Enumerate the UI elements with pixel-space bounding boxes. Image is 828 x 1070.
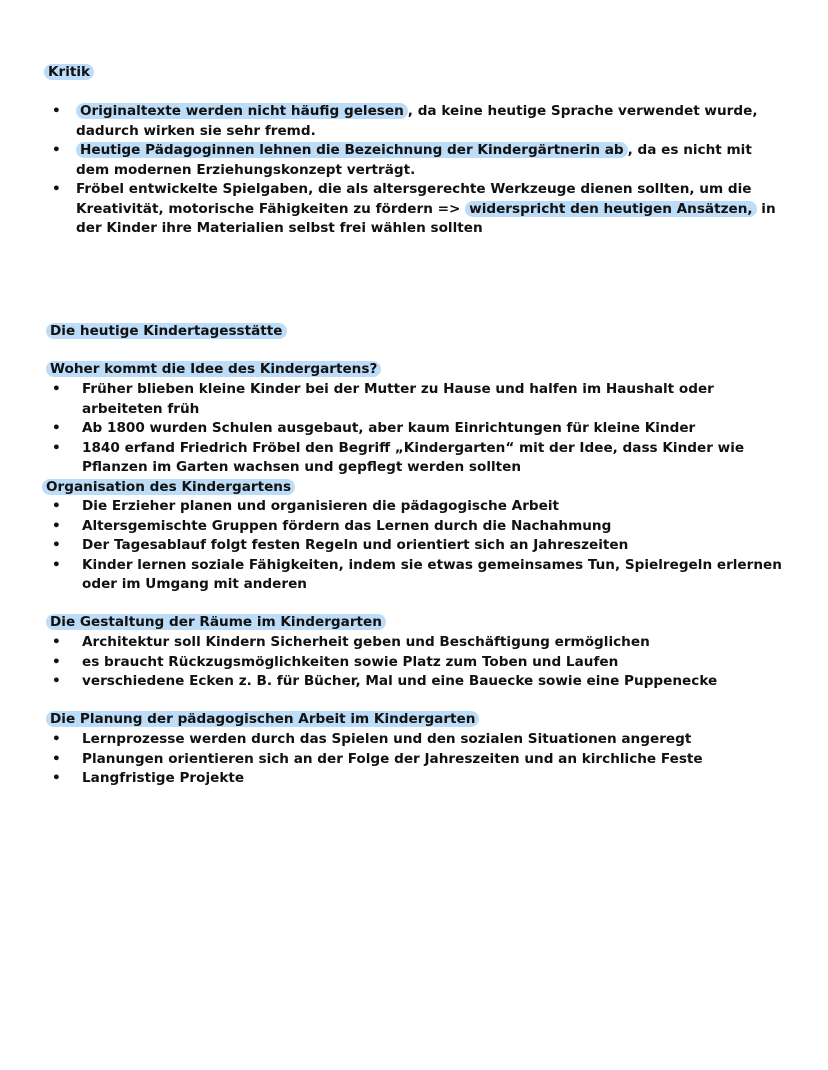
bullet-icon: • [52,770,61,786]
bullet-icon: • [52,103,61,119]
kita-heading [46,322,287,342]
item-text: Langfristige Projekte [82,770,245,786]
item-text: , da keine heutige Sprache verwendet wurde, dadurch wirken sie sehr fremd. [76,103,758,139]
item-text: 1840 erfand Friedrich Fröbel den Begriff „Kindergarten“ mit der Idee, dass Kinder wie Pflanzen im Garten wachsen und gepflegt werden sollten [82,439,745,475]
planung-heading [46,710,479,730]
bullet-icon: • [52,673,61,689]
item-text: es braucht Rückzugsmöglichkeiten sowie Platz zum Toben und Laufen [82,653,619,670]
item-text: Fröbel entwickelte Spielgaben, die als altersgerechte Werkzeuge dienen sollten, um die Kreativität, motorische Fähigkeiten zu fördern => [76,181,752,217]
bullet-icon: • [52,181,61,197]
bullet-icon: • [52,537,61,553]
bullet-icon: • [52,731,61,747]
highlighted-text: Heutige Pädagoginnen lehnen die Bezeichnung der Kindergärtnerin ab [76,142,628,158]
bullet-icon: • [52,517,61,534]
list-item [52,439,792,478]
idee-list [52,380,792,478]
item-text: Die Erzieher planen und organisieren die pädagogische Arbeit [82,498,560,514]
bullet-icon: • [52,653,61,670]
planung-title: Die Planung der pädagogischen Arbeit im Kindergarten [46,711,479,727]
list-item [52,556,792,595]
item-text: Planungen orientieren sich an der Folge der Jahreszeiten und an kirchliche Feste [82,750,703,767]
highlighted-text: widerspricht den heutigen Ansätzen, [465,201,756,217]
list-item [52,730,792,750]
list-item [52,672,792,692]
list-item [52,180,782,239]
list-item [52,102,782,141]
item-text: Der Tagesablauf folgt festen Regeln und orientiert sich an Jahreszeiten [82,537,629,553]
idee-heading [46,360,381,380]
raeume-list [52,633,792,692]
item-text: Kinder lernen soziale Fähigkeiten, indem sie etwas gemeinsames Tun, Spielregeln erlernen oder im Umgang mit anderen [82,556,782,592]
item-text: Ab 1800 wurden Schulen ausgebaut, aber kaum Einrichtungen für kleine Kinder [82,420,696,436]
item-text: Früher blieben kleine Kinder bei der Mutter zu Hause und halfen im Haushalt oder arbeiteten früh [82,381,714,417]
item-text: verschiedene Ecken z. B. für Bücher, Mal und eine Bauecke sowie eine Puppenecke [82,673,718,689]
raeume-title: Die Gestaltung der Räume im Kindergarten [46,614,386,630]
idee-title: Woher kommt die Idee des Kindergartens? [46,361,381,377]
list-item [52,536,792,556]
bullet-icon: • [52,420,61,436]
kita-title: Die heutige Kindertagesstätte [46,323,287,339]
item-text: Altersgemischte Gruppen fördern das Lernen durch die Nachahmung [82,517,612,534]
item-text: in der Kinder ihre Materialien selbst frei wählen sollten [76,200,776,236]
kritik-heading [44,63,94,83]
list-item [52,141,782,180]
list-item [52,750,792,770]
item-text: , da es nicht mit dem modernen Erziehungskonzept verträgt. [76,142,752,178]
list-item [52,419,792,439]
item-text: Architektur soll Kindern Sicherheit geben und Beschäftigung ermöglichen [82,634,650,650]
item-text: Lernprozesse werden durch das Spielen und den sozialen Situationen angeregt [82,731,692,747]
list-item [52,653,792,673]
bullet-icon: • [52,556,61,573]
bullet-icon: • [52,498,61,514]
highlighted-text: Originaltexte werden nicht häufig gelesen [76,103,408,119]
bullet-icon: • [52,439,61,456]
kritik-list [52,102,782,239]
planung-list [52,730,792,789]
bullet-icon: • [52,142,61,158]
list-item [52,497,792,517]
organisation-heading [42,478,295,498]
bullet-icon: • [52,634,61,650]
list-item [52,517,792,537]
kritik-title: Kritik [44,64,94,80]
raeume-heading [46,613,386,633]
list-item [52,380,792,419]
list-item [52,769,792,789]
bullet-icon: • [52,750,61,767]
organisation-title: Organisation des Kindergartens [42,479,295,495]
bullet-icon: • [52,381,61,397]
list-item [52,633,792,653]
organisation-list [52,497,792,595]
